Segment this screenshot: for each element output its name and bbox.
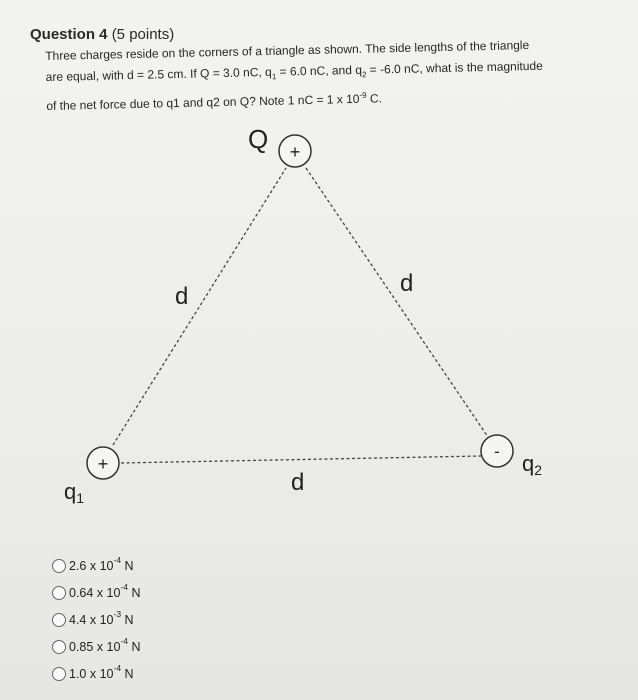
side-bottom-label: d [291, 469, 305, 496]
answer-option-3[interactable] [52, 606, 141, 633]
question-line-1: Three charges reside on the corners of a triangle as shown. The side lengths of the triangle [45, 38, 530, 63]
answer-option-1[interactable] [52, 552, 141, 579]
option-label: 4.4 x $10^{-3}$ N [69, 609, 134, 628]
side-left-line [113, 168, 286, 445]
option-label: 1.0 x $10^{-4}$ N [69, 663, 134, 682]
radio-button[interactable] [52, 559, 66, 573]
answer-options [52, 552, 141, 687]
side-left-label: d [175, 283, 189, 310]
radio-button[interactable] [52, 667, 66, 681]
charge-q1-sign: + [97, 454, 109, 474]
charge-Q-sign: + [289, 142, 301, 162]
question-line-2: are equal, with d = 2.5 cm. If Q = 3.0 nC, $q_1 = 6.0$ nC, and $q_2 = -6.0$ nC, what is the magnitude [45, 58, 543, 84]
question-number: Question 4 [30, 26, 108, 43]
radio-button[interactable] [52, 586, 66, 600]
answer-option-5[interactable] [52, 660, 141, 687]
charge-q2-sign: - [494, 442, 500, 461]
charge-q1-label: q1 [64, 479, 85, 506]
radio-button[interactable] [52, 613, 66, 627]
answer-option-2[interactable] [52, 579, 141, 606]
charge-Q-label: Q [248, 124, 269, 154]
question-line-3: of the net force due to q1 and q2 on Q? Note 1 nC = 1 x $10^{-9}$ C. [46, 91, 383, 114]
answer-option-4[interactable] [52, 633, 141, 660]
option-label: 0.85 x $10^{-4}$ N [69, 636, 141, 655]
side-right-label: d [400, 270, 414, 297]
option-label: 2.6 x $10^{-4}$ N [69, 555, 134, 574]
option-label: 0.64 x $10^{-4}$ N [69, 582, 141, 601]
question-points: (5 points) [111, 26, 175, 43]
side-bottom-line [121, 456, 481, 463]
radio-button[interactable] [52, 640, 66, 654]
charge-q2-label: q2 [522, 451, 543, 478]
side-right-line [306, 168, 488, 437]
